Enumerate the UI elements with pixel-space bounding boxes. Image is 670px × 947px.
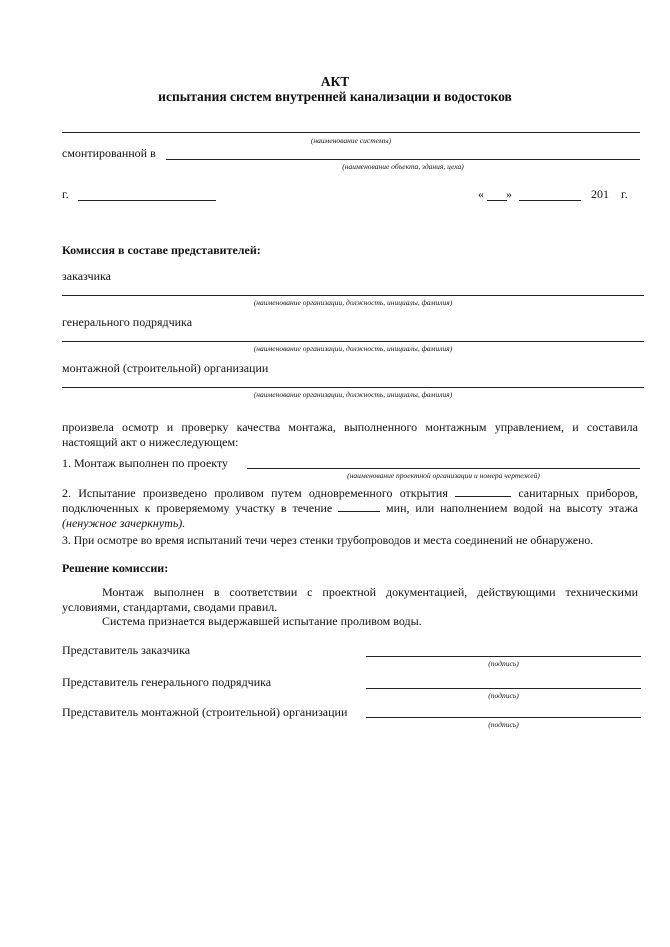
signature-contractor-hint: (подпись) [488,691,519,700]
signature-customer-hint: (подпись) [488,659,519,668]
item2-note: (ненужное зачеркнуть). [62,516,186,530]
member-installer-label: монтажной (строительной) организации [62,361,269,375]
member-contractor-line[interactable] [62,341,644,342]
project-hint: (наименование проектной организации и номера чертежей) [347,471,540,480]
document-subtitle: испытания систем внутренней канализации и водостоков [158,89,512,104]
object-name-line[interactable] [166,159,640,160]
signature-contractor-line[interactable] [366,688,641,689]
system-name-line[interactable] [62,132,640,133]
city-line[interactable] [78,200,216,201]
signature-contractor-label: Представитель генерального подрядчика [62,675,272,689]
signature-installer-hint: (подпись) [488,720,519,729]
year-prefix: 201 [591,187,609,201]
intro-paragraph: произвела осмотр и проверку качества монтажа, выполненного монтажным управлением, и составила настоящий акт о нижеследующем: [62,420,638,449]
fixtures-count-blank[interactable] [455,486,511,497]
item2-part1: 2. Испытание произведено проливом путем одновременного открытия [62,486,448,500]
item2-part3: мин, или наполнением водой на высоту этажа [386,501,638,515]
member-customer-label: заказчика [62,269,111,283]
year-suffix: г. [621,187,628,201]
member-installer-line[interactable] [62,387,644,388]
project-line[interactable] [247,468,640,469]
day-line[interactable] [487,200,507,201]
mounted-label: смонтированной в [62,146,156,160]
decision-heading: Решение комиссии: [62,561,169,575]
duration-blank[interactable] [338,501,380,512]
signature-installer-label: Представитель монтажной (строительной) организации [62,705,348,719]
decision-text2: Система признается выдержавшей испытание проливом воды. [102,614,422,628]
city-prefix: г. [62,187,69,201]
member-customer-line[interactable] [62,295,644,296]
object-name-hint: (наименование объекта, здания, цеха) [342,162,464,171]
member-customer-hint: (наименование организации, должность, инициалы, фамилия) [253,298,453,307]
commission-heading: Комиссия в составе представителей: [62,243,261,257]
decision-text1: Монтаж выполнен в соответствии с проектной документацией, действующими техническими условиями, стандартами, сводами правил. [62,585,638,614]
item3-paragraph: 3. При осмотре во время испытаний течи через стенки трубопроводов и места соединений не обнаружено. [62,534,594,547]
signature-installer-line[interactable] [366,717,641,718]
member-contractor-label: генерального подрядчика [62,315,193,329]
member-contractor-hint: (наименование организации, должность, инициалы, фамилия) [253,344,453,353]
signature-customer-line[interactable] [366,656,641,657]
signature-customer-label: Представитель заказчика [62,643,191,657]
document-title: АКТ [320,74,350,89]
month-line[interactable] [519,200,581,201]
item1-label: 1. Монтаж выполнен по проекту [62,456,229,470]
system-name-hint: (наименование системы) [310,136,392,145]
item2-paragraph [62,486,638,531]
quote-close: » [506,187,512,201]
item2-part2: санитарных приборов, подключенных к проверяемому участку в течение [62,486,639,515]
quote-open: « [478,187,484,201]
member-installer-hint: (наименование организации, должность, инициалы, фамилия) [253,390,453,399]
